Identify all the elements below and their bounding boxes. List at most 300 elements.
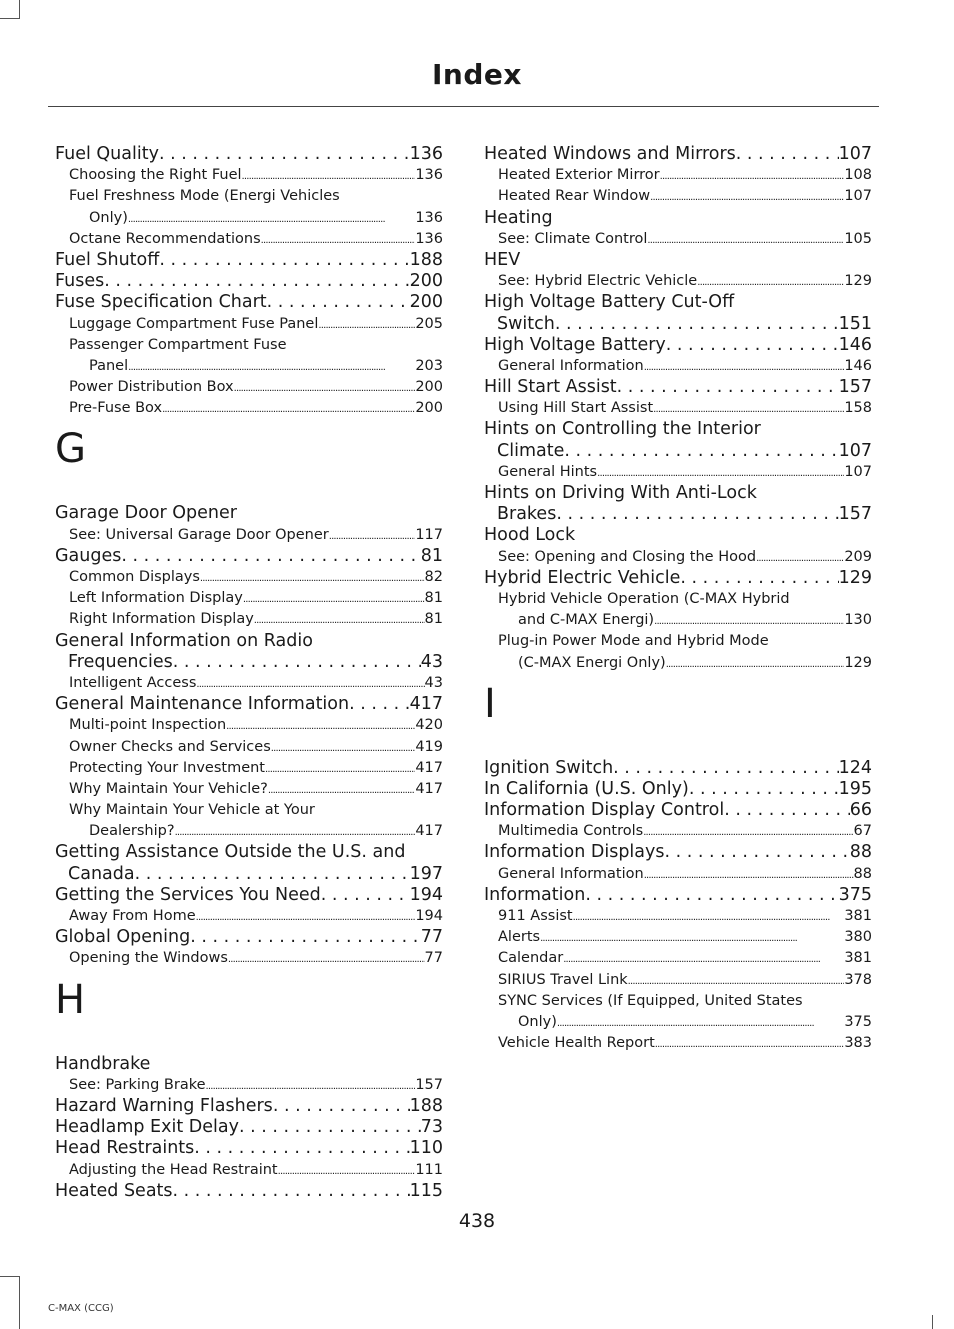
entry-label: (C-MAX Energi Only) [518, 654, 666, 671]
index-column-right [484, 144, 872, 1054]
dot-leader [680, 568, 838, 589]
entry-label: General Information [498, 865, 644, 882]
entry-page-number: 115 [409, 1180, 443, 1201]
dot-leader [159, 250, 409, 271]
entry-page-number: 209 [844, 548, 872, 565]
index-subentry [484, 991, 872, 1012]
page-number: 438 [458, 1210, 496, 1232]
crop-mark [932, 1315, 933, 1329]
entry-label: Global Opening [55, 927, 191, 948]
entry-page-number: 108 [844, 167, 872, 184]
entry-label: Multimedia Controls [498, 823, 644, 840]
entry-page-number: 43 [424, 674, 443, 691]
entry-label: Garage Door Opener [55, 503, 237, 524]
index-entry [484, 885, 872, 906]
entry-label: Alerts [498, 929, 541, 946]
entry-page-number: 81 [424, 611, 443, 628]
entry-label: Fuel Quality [55, 144, 159, 164]
dot-leader [278, 1161, 416, 1182]
index-subentry [484, 906, 872, 927]
section-letter: G [55, 426, 86, 473]
index-entry [55, 250, 443, 271]
index-entry [55, 864, 443, 885]
entry-page-number: 157 [838, 504, 872, 525]
entry-page-number: 107 [844, 188, 872, 205]
entry-page-number: 66 [849, 800, 872, 821]
index-entry [55, 631, 443, 652]
entry-page-number: 381 [844, 908, 872, 924]
entry-label: Panel [89, 357, 129, 374]
dot-leader [650, 187, 844, 208]
index-subentry [484, 927, 872, 948]
entry-label: Multi-point Inspection [69, 717, 227, 734]
index-entry [484, 419, 872, 440]
dot-leader [226, 716, 415, 737]
entry-label: Getting the Services You Need [55, 884, 321, 905]
dot-leader [756, 548, 844, 569]
model-code: C-MAX (CCG) [48, 1303, 114, 1314]
index-subentry [484, 186, 872, 207]
entry-label: See: Parking Brake [69, 1076, 206, 1093]
entry-label: General Maintenance Information [55, 694, 350, 715]
index-subentry [55, 398, 443, 419]
index-entry [484, 483, 872, 504]
entry-label: Plug-in Power Mode and Hybrid Mode [498, 633, 769, 650]
crop-mark [19, 1276, 20, 1329]
dot-leader [660, 166, 845, 187]
entry-page-number: 117 [415, 526, 443, 543]
index-entry [484, 800, 872, 821]
header-divider [48, 106, 879, 107]
entry-label: and C-MAX Energi) [518, 612, 655, 629]
entry-label: Head Restraints [55, 1138, 195, 1159]
entry-page-number: 107 [838, 440, 872, 461]
entry-label: 911 Assist [498, 908, 573, 924]
entry-page-number: 417 [415, 780, 443, 797]
dot-leader [585, 885, 838, 906]
entry-page-number: 203 [415, 357, 443, 374]
entry-label: See: Climate Control [498, 230, 648, 247]
index-subentry [55, 1160, 443, 1181]
dot-leader [736, 144, 839, 165]
entry-label: Why Maintain Your Vehicle? [69, 780, 268, 797]
dot-leader [242, 166, 416, 187]
dot-leader [557, 1013, 844, 1034]
entry-label: Climate [497, 440, 565, 461]
dot-leader [666, 335, 839, 356]
index-subentry [55, 673, 443, 694]
entry-page-number: 383 [844, 1035, 872, 1052]
entry-page-number: 77 [420, 927, 443, 948]
entry-label: Using Hill Start Assist [498, 400, 654, 417]
dot-leader [644, 357, 845, 378]
entry-label: Fuel Freshness Mode (Energi Vehicles [69, 188, 340, 205]
index-subentry [484, 271, 872, 292]
index-entry [484, 758, 872, 779]
entry-label: High Voltage Battery [484, 334, 666, 355]
entry-page-number: 77 [424, 950, 443, 967]
index-subentry [55, 800, 443, 821]
index-subentry [55, 779, 443, 800]
dot-leader [173, 1181, 410, 1202]
dot-leader [666, 654, 845, 675]
entry-label: General Information on Radio [55, 630, 313, 651]
dot-leader [540, 928, 844, 949]
entry-page-number: 107 [838, 144, 872, 164]
entry-label: Hybrid Electric Vehicle [484, 567, 681, 588]
index-subentry [484, 1033, 872, 1054]
entry-page-number: 88 [853, 865, 872, 882]
entry-label: Handbrake [55, 1053, 151, 1074]
section-letter: H [55, 976, 86, 1023]
index-subentry [55, 588, 443, 609]
dot-leader [654, 611, 844, 632]
entry-page-number: 111 [415, 1161, 443, 1178]
dot-leader [196, 907, 416, 928]
entry-page-number: 151 [838, 313, 872, 334]
entry-page-number: 194 [409, 884, 443, 905]
dot-leader [194, 1138, 409, 1159]
entry-page-number: 67 [853, 823, 872, 840]
entry-page-number: 188 [409, 1095, 443, 1116]
entry-page-number: 195 [838, 778, 872, 799]
section-letter: I [484, 680, 496, 727]
dot-leader [104, 271, 409, 292]
index-entry [55, 927, 443, 948]
entry-label: Pre-Fuse Box [69, 400, 163, 417]
entry-page-number: 107 [844, 463, 872, 480]
entry-page-number: 417 [415, 823, 443, 840]
dot-leader [665, 842, 850, 863]
index-entry [55, 1117, 443, 1138]
entry-page-number: 130 [844, 612, 872, 629]
dot-leader [228, 949, 425, 970]
index-entry [484, 779, 872, 800]
index-subentry [55, 229, 443, 250]
entry-label: Hill Start Assist [484, 377, 617, 398]
entry-label: Hybrid Vehicle Operation (C-MAX Hybrid [498, 590, 790, 607]
entry-page-number: 380 [844, 929, 872, 946]
entry-label: Common Displays [69, 569, 200, 585]
index-entry [484, 335, 872, 356]
index-entry [55, 1138, 443, 1159]
index-entry [55, 271, 443, 292]
entry-page-number: 81 [424, 590, 443, 607]
dot-leader [173, 652, 421, 673]
index-subentry [55, 948, 443, 969]
index-entry [484, 208, 872, 229]
entry-label: Passenger Compartment Fuse [69, 336, 287, 353]
entry-label: Intelligent Access [69, 674, 197, 691]
entry-page-number: 158 [844, 400, 872, 417]
entry-label: Gauges [55, 545, 122, 566]
index-entry [484, 250, 872, 271]
entry-page-number: 136 [415, 167, 443, 184]
crop-mark [0, 1276, 20, 1277]
entry-label: Frequencies [68, 651, 173, 672]
entry-label: Ignition Switch [484, 757, 614, 778]
index-subentry [484, 821, 872, 842]
entry-label: Protecting Your Investment [69, 759, 265, 776]
index-subentry [55, 314, 443, 335]
dot-leader [556, 504, 838, 525]
index-subentry [55, 356, 443, 377]
entry-page-number: 124 [838, 757, 872, 778]
entry-label: See: Hybrid Electric Vehicle [498, 273, 698, 290]
entry-page-number: 375 [838, 884, 872, 905]
entry-label: Fuel Shutoff [55, 249, 160, 270]
entry-label: Brakes [497, 504, 557, 525]
entry-label: Calendar [498, 950, 564, 967]
dot-leader [689, 779, 839, 800]
dot-leader [162, 399, 415, 420]
dot-leader [175, 822, 416, 843]
crop-mark [0, 18, 20, 19]
dot-leader [564, 441, 838, 462]
entry-label: Heated Seats [55, 1180, 173, 1201]
entry-label: See: Opening and Closing the Hood [498, 548, 757, 565]
index-entry [484, 292, 872, 313]
entry-label: Information [484, 884, 586, 905]
index-subentry [55, 186, 443, 207]
dot-leader [321, 885, 410, 906]
entry-page-number: 200 [415, 379, 443, 396]
dot-leader [724, 800, 850, 821]
entry-label: Heated Windows and Mirrors [484, 144, 736, 164]
entry-label: General Hints [498, 463, 598, 480]
entry-label: Vehicle Health Report [498, 1035, 655, 1052]
entry-label: Octane Recommendations [69, 230, 261, 247]
entry-label: High Voltage Battery Cut-Off [484, 292, 735, 313]
index-entry [55, 1054, 443, 1075]
index-subentry [55, 208, 443, 229]
entry-page-number: 197 [409, 863, 443, 884]
dot-leader [655, 1034, 845, 1055]
dot-leader [644, 865, 854, 886]
entry-page-number: 129 [838, 567, 872, 588]
dot-leader [349, 694, 410, 715]
entry-label: Fuse Specification Chart [55, 292, 267, 313]
index-subentry [484, 864, 872, 885]
dot-leader [697, 272, 844, 293]
entry-label: Owner Checks and Services [69, 738, 271, 755]
index-entry [55, 144, 443, 165]
index-entry [484, 568, 872, 589]
entry-label: Choosing the Right Fuel [69, 167, 242, 184]
entry-page-number: 88 [849, 842, 872, 863]
entry-label: Adjusting the Head Restraint [69, 1161, 278, 1178]
index-subentry [484, 589, 872, 610]
entry-label: Canada [68, 863, 135, 884]
index-subentry [55, 906, 443, 927]
entry-page-number: 146 [844, 357, 872, 374]
dot-leader [234, 378, 416, 399]
dot-leader [206, 1076, 416, 1097]
index-subentry [55, 567, 443, 588]
entry-page-number: 136 [415, 230, 443, 247]
entry-label: Hazard Warning Flashers [55, 1095, 273, 1116]
index-entry [484, 314, 872, 335]
entry-label: General Information [498, 357, 644, 374]
index-entry [55, 694, 443, 715]
entry-label: Hints on Controlling the Interior [484, 419, 761, 440]
dot-leader [597, 463, 844, 484]
entry-label: Left Information Display [69, 590, 243, 607]
dot-leader [254, 610, 425, 631]
index-subentry [484, 631, 872, 652]
entry-page-number: 136 [409, 144, 443, 164]
index-entry [55, 885, 443, 906]
index-subentry [55, 737, 443, 758]
entry-label: Away From Home [69, 908, 196, 924]
entry-label: Headlamp Exit Delay [55, 1117, 239, 1138]
index-subentry [55, 335, 443, 356]
entry-label: Luggage Compartment Fuse Panel [69, 315, 319, 332]
index-entry [55, 503, 443, 524]
dot-leader [135, 864, 410, 885]
index-entry [55, 292, 443, 313]
index-subentry [484, 398, 872, 419]
entry-label: Hood Lock [484, 525, 576, 546]
entry-label: HEV [484, 249, 521, 270]
entry-label: Why Maintain Your Vehicle at Your [69, 802, 315, 819]
entry-page-number: 81 [420, 545, 443, 566]
entry-page-number: 43 [420, 651, 443, 672]
dot-leader [271, 738, 416, 759]
index-subentry [484, 356, 872, 377]
dot-leader [273, 1096, 410, 1117]
entry-label: See: Universal Garage Door Opener [69, 526, 329, 543]
entry-page-number: 205 [415, 315, 443, 332]
entry-label: Getting Assistance Outside the U.S. and [55, 842, 406, 863]
index-entry [55, 546, 443, 567]
index-entry [55, 1096, 443, 1117]
entry-page-number: 73 [420, 1117, 443, 1138]
index-subentry [55, 609, 443, 630]
entry-label: Power Distribution Box [69, 379, 234, 396]
dot-leader [267, 292, 410, 313]
entry-label: Heating [484, 207, 553, 228]
dot-leader [239, 1117, 421, 1138]
entry-page-number: 110 [409, 1138, 443, 1159]
index-subentry [484, 610, 872, 631]
dot-leader [555, 314, 839, 335]
dot-leader [261, 230, 416, 251]
index-column-left [55, 144, 443, 1202]
dot-leader [190, 927, 421, 948]
entry-label: Only) [518, 1013, 557, 1030]
index-subentry [484, 229, 872, 250]
dot-leader [573, 907, 845, 928]
dot-leader [196, 674, 424, 695]
entry-page-number: 105 [844, 230, 872, 247]
dot-leader [318, 315, 415, 336]
dot-leader [613, 758, 838, 779]
index-subentry [55, 1075, 443, 1096]
index-subentry [484, 948, 872, 969]
entry-page-number: 417 [409, 694, 443, 715]
index-subentry [55, 715, 443, 736]
entry-page-number: 200 [409, 271, 443, 292]
dot-leader [121, 546, 420, 567]
index-subentry [484, 462, 872, 483]
entry-page-number: 419 [415, 738, 443, 755]
entry-page-number: 420 [415, 717, 443, 734]
entry-page-number: 378 [844, 971, 872, 988]
index-subentry [55, 377, 443, 398]
index-subentry [55, 165, 443, 186]
dot-leader [200, 568, 425, 589]
entry-label: Only) [89, 209, 128, 226]
entry-label: SYNC Services (If Equipped, United States [498, 992, 803, 1009]
entry-label: In California (U.S. Only) [484, 778, 689, 799]
entry-page-number: 417 [415, 759, 443, 776]
entry-label: Heated Exterior Mirror [498, 167, 660, 184]
index-subentry [484, 547, 872, 568]
index-subentry [55, 525, 443, 546]
entry-label: Information Displays [484, 842, 665, 863]
index-entry [484, 525, 872, 546]
entry-page-number: 200 [409, 292, 443, 313]
entry-label: Hints on Driving With Anti-Lock [484, 483, 757, 503]
entry-label: Right Information Display [69, 611, 254, 628]
entry-page-number: 157 [838, 377, 872, 398]
index-entry [484, 144, 872, 165]
index-subentry [484, 1012, 872, 1033]
entry-page-number: 129 [844, 654, 872, 671]
index-entry [55, 1181, 443, 1202]
dot-leader [159, 144, 410, 165]
index-subentry [484, 165, 872, 186]
entry-page-number: 146 [838, 334, 872, 355]
dot-leader [128, 357, 415, 378]
dot-leader [617, 377, 839, 398]
index-entry [484, 441, 872, 462]
entry-label: Switch [497, 313, 555, 334]
entry-page-number: 381 [844, 950, 872, 967]
page-title: Index [432, 58, 522, 91]
dot-leader [647, 230, 844, 251]
entry-label: Opening the Windows [69, 950, 228, 967]
dot-leader [643, 822, 853, 843]
index-entry [484, 842, 872, 863]
index-subentry [484, 970, 872, 991]
index-subentry [55, 758, 443, 779]
index-subentry [55, 821, 443, 842]
dot-leader [628, 971, 845, 992]
dot-leader [128, 209, 415, 230]
index-entry [484, 504, 872, 525]
entry-label: SIRIUS Travel Link [498, 971, 628, 988]
entry-label: Fuses [55, 271, 105, 292]
dot-leader [563, 949, 844, 970]
entry-label: Information Display Control [484, 800, 725, 821]
index-entry [484, 377, 872, 398]
crop-mark [19, 0, 20, 18]
entry-page-number: 136 [415, 209, 443, 226]
entry-page-number: 188 [409, 249, 443, 270]
dot-leader [329, 526, 416, 547]
dot-leader [265, 759, 415, 780]
entry-page-number: 200 [415, 400, 443, 417]
index-entry [55, 652, 443, 673]
entry-page-number: 82 [424, 569, 443, 585]
dot-leader [243, 589, 425, 610]
entry-page-number: 375 [844, 1013, 872, 1030]
index-entry [55, 842, 443, 863]
dot-leader [653, 399, 844, 420]
dot-leader [268, 780, 415, 801]
